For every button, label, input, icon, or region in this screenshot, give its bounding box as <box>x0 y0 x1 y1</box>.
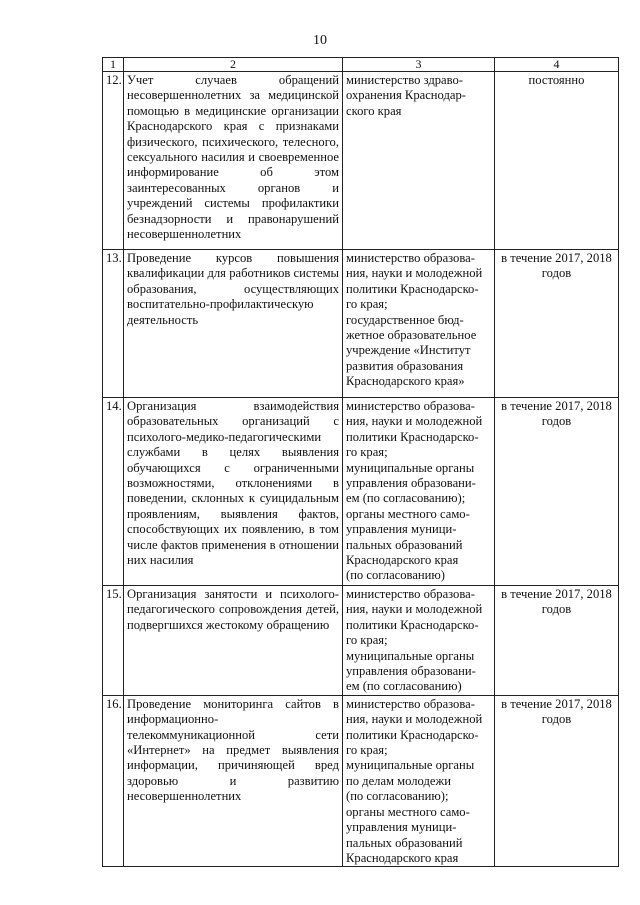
column-number-3: 3 <box>343 58 495 72</box>
executor-line: жетное образовательное <box>346 328 477 343</box>
row-number: 15. <box>103 586 124 696</box>
executor-line: ния, науки и молодежной <box>346 266 483 281</box>
executor-line: го края; <box>346 633 388 648</box>
executor-line: государственное бюд- <box>346 312 464 327</box>
measures-table <box>102 57 619 867</box>
executor-line: министерство здраво- <box>346 73 463 87</box>
due-date: постоянно <box>495 72 619 250</box>
executor-line: учреждение «Институт <box>346 343 471 358</box>
table-row <box>103 695 619 866</box>
event-text: Проведение курсов повышения квалификации для работников системы образования, осуществляющих воспитательно-профилактическую деятельность <box>124 250 343 398</box>
table-row <box>103 72 619 250</box>
executor-line: политики Краснодарско- <box>346 429 479 444</box>
executor-line: Краснодарского края» <box>346 374 465 389</box>
event-text: Проведение мониторинга сайтов в информационно-телекоммуникационной сети «Интернет» на предмет выявления информации, причиняющей вред здоровью и развитию несовершеннолетних <box>124 695 343 866</box>
executor-line: го края; <box>346 297 388 312</box>
executor-line: управления муници- <box>346 820 457 835</box>
row-number: 16. <box>103 695 124 866</box>
executor-line: го края; <box>346 445 388 460</box>
executors-cell <box>343 250 495 398</box>
executor-line: управления образовани- <box>346 476 476 491</box>
due-date: в течение 2017, 2018 годов <box>495 586 619 696</box>
executors-cell <box>343 695 495 866</box>
table-row <box>103 398 619 586</box>
column-number-4: 4 <box>495 58 619 72</box>
executor-line: политики Краснодарско- <box>346 281 479 296</box>
executor-line: министерство образова- <box>346 251 475 265</box>
executor-line: по делам молодежи <box>346 773 451 788</box>
executor-line: пальных образований <box>346 537 463 552</box>
row-number: 12. <box>103 72 124 250</box>
executor-line: охранения Краснодар- <box>346 88 466 103</box>
executor-line: муниципальные органы <box>346 648 475 663</box>
executor-line: управления муници- <box>346 522 457 537</box>
executor-line: го края; <box>346 743 388 758</box>
executor-line: министерство образова- <box>346 399 475 413</box>
column-number-2: 2 <box>124 58 343 72</box>
row-number: 13. <box>103 250 124 398</box>
table-row <box>103 586 619 696</box>
event-text: Организация занятости и психолого-педагогического сопровождения детей, подвергшихся жестокому обращению <box>124 586 343 696</box>
executors-cell <box>343 398 495 586</box>
event-text: Организация взаимодействия образовательных организаций с психолого-медико-педагогическими службами в целях выявления обучающихся с ограниченными возможностями, отклонениями в поведении, склонных к суицидальным проявлениям, выявления фактов, способствующих их появлению, в том числе фактов применения в отношении них насилия <box>124 398 343 586</box>
executor-line: министерство образова- <box>346 587 475 601</box>
executors-cell <box>343 586 495 696</box>
executor-line: развития образования <box>346 358 464 373</box>
page-number: 10 <box>313 33 327 48</box>
column-number-1: 1 <box>103 58 124 72</box>
event-text: Учет случаев обращений несовершеннолетних за медицинской помощью в медицинские организации Краснодарского края с признаками физического, психического, телесного, сексуального насилия и своевременное информирование об этом заинтересованных органов и учреждений системы профилактики безнадзорности и правонарушений несовершеннолетних <box>124 72 343 250</box>
executors-cell <box>343 72 495 250</box>
executor-line: ского края <box>346 103 402 118</box>
executor-line: министерство образова- <box>346 696 475 711</box>
executor-line: политики Краснодарско- <box>346 727 479 742</box>
executor-line: органы местного само- <box>346 506 470 521</box>
executor-line: управления образовани- <box>346 664 476 679</box>
executor-line: ем (по согласованию); <box>346 491 466 506</box>
executor-line: ния, науки и молодежной <box>346 712 483 727</box>
executor-line: пальных образований <box>346 835 463 850</box>
executor-line: муниципальные органы <box>346 460 475 475</box>
executor-line: Краснодарского края <box>346 850 459 865</box>
executor-line: Краснодарского края <box>346 553 459 568</box>
due-date: в течение 2017, 2018 годов <box>495 398 619 586</box>
table-header-row <box>103 58 619 72</box>
due-date: в течение 2017, 2018 годов <box>495 250 619 398</box>
executor-line: ния, науки и молодежной <box>346 602 483 617</box>
executor-line: ния, науки и молодежной <box>346 414 483 429</box>
executor-line: органы местного само- <box>346 804 470 819</box>
table-row <box>103 250 619 398</box>
due-date: в течение 2017, 2018 годов <box>495 695 619 866</box>
executor-line: (по согласованию); <box>346 789 449 804</box>
row-number: 14. <box>103 398 124 586</box>
executor-line: политики Краснодарско- <box>346 617 479 632</box>
executor-line: (по согласованию) <box>346 568 446 583</box>
executor-line: муниципальные органы <box>346 758 475 773</box>
executor-line: ем (по согласованию) <box>346 679 462 694</box>
